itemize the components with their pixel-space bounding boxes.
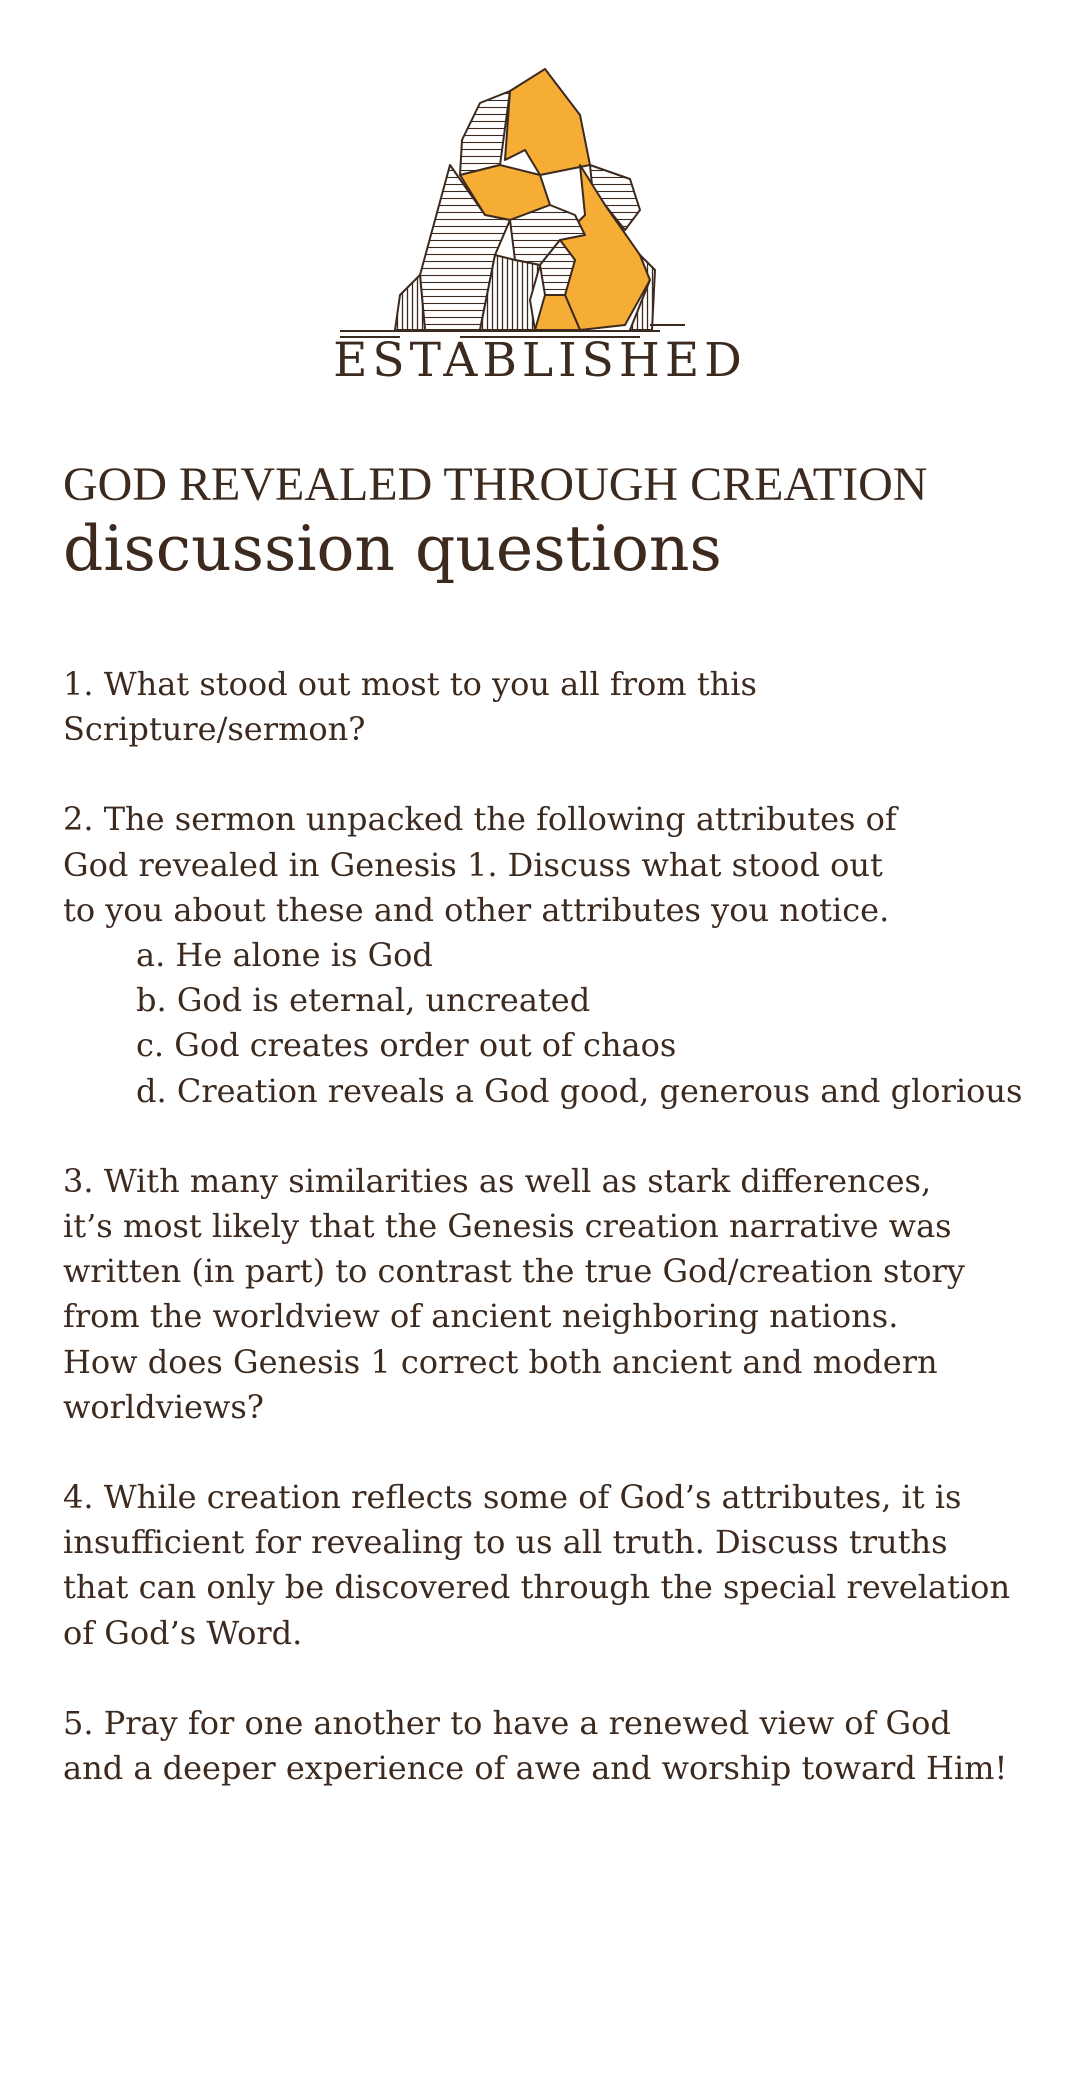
question-line: God revealed in Genesis 1. Discuss what stood out [63,845,883,884]
question-1 [63,662,1053,752]
question-line: 1. What stood out most to you all from this [63,665,757,703]
question-line: and a deeper experience of awe and worship toward Him! [63,1749,1008,1788]
question-5 [63,1701,1053,1791]
brand-wordmark: ESTABLISHED [333,333,747,388]
question-line: insufficient for revealing to us all truth. Discuss truths [63,1523,948,1562]
question-line: 2. The sermon unpacked the following attributes of [63,800,897,839]
established-logo [340,55,740,345]
question-line: written (in part) to contrast the true God/creation story [63,1252,965,1291]
attribute-item: c. God creates order out of chaos [136,1026,677,1065]
question-2 [63,797,1053,1113]
question-line: to you about these and other attributes you notice. [63,890,890,929]
questions-list [63,662,1053,1836]
page-subtitle: discussion questions [63,512,722,585]
rock-icon [340,55,740,345]
attribute-item: a. He alone is God [136,936,433,975]
question-3 [63,1159,1053,1430]
question-line: 4. While creation reflects some of God’s attributes, it is [63,1478,962,1517]
page-title: GOD REVEALED THROUGH CREATION [63,458,928,511]
question-line: 3. With many similarities as well as stark differences, [63,1161,932,1200]
question-line: Scripture/sermon? [63,710,366,749]
question-line: that can only be discovered through the special revelation [63,1568,1011,1607]
question-line: 5. Pray for one another to have a renewed view of God [63,1703,951,1742]
question-line: from the worldview of ancient neighboring nations. [63,1297,899,1336]
attribute-item: d. Creation reveals a God good, generous and glorious [136,1071,1023,1110]
question-line: it’s most likely that the Genesis creation narrative was [63,1207,952,1246]
question-4 [63,1475,1053,1656]
question-line: How does Genesis 1 correct both ancient and modern [63,1342,938,1381]
attribute-item: b. God is eternal, uncreated [136,981,591,1020]
question-line: worldviews? [63,1387,264,1426]
question-line: of God’s Word. [63,1613,303,1652]
page-header [63,455,1043,585]
